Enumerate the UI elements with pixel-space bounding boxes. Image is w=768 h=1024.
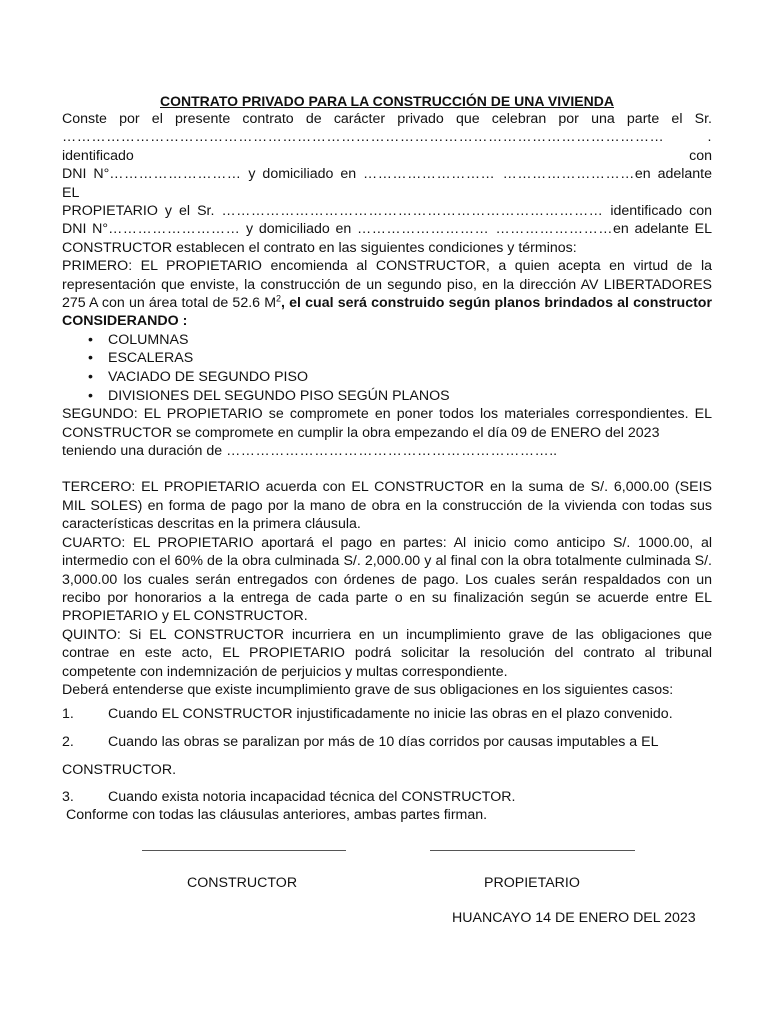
conforme-text: Conforme con todas las cláusulas anteriores, ambas partes firman.: [66, 807, 488, 824]
intro-line-3: DNI N°……………………… y domiciliado en ……………………… ………………………en adelante EL: [62, 166, 713, 201]
list-item: • ESCALERAS: [88, 349, 712, 368]
list-item: • DIVISIONES DEL SEGUNDO PISO SEGÚN PLANOS: [88, 387, 712, 406]
spacer: [62, 460, 712, 478]
list-item: • COLUMNAS: [88, 331, 712, 350]
signature-label-propietario: PROPIETARIO: [484, 875, 580, 891]
signature-label-constructor: CONSTRUCTOR: [187, 875, 298, 891]
intro-line-4: PROPIETARIO y el Sr. …………………………………………………………………… identificado con: [62, 203, 712, 220]
case-item-2: 2. Cuando las obras se paralizan por más de 10 días corridos por causas imputables a EL CONSTRUCTOR.: [62, 733, 659, 778]
clause-quinto: QUINTO: Si EL CONSTRUCTOR incurriera en un incumplimiento grave de las obligaciones que contrae en este acto, EL PROPIETARIO podrá solicitar la resolución del contrato al tribunal competente con indemnización de perjuicios y multas correspondiente.: [62, 626, 712, 680]
case-item-3: 3. Cuando exista notoria incapacidad técnica del CONSTRUCTOR.: [62, 788, 516, 805]
document-date: HUANCAYO 14 DE ENERO DEL 2023: [452, 910, 696, 926]
intro-line-5: DNI N°……………………… y domiciliado en ……………………… ……………………en adelante EL: [62, 221, 712, 238]
blank-constructor-address: ……………………… ……………………: [357, 221, 613, 238]
clause-primero: PRIMERO: EL PROPIETARIO encomienda al CONSTRUCTOR, a quien acepta en virtud de la representación que enviste, la construcción de un segundo piso, en la dirección AV LIBERTADORES 275 A con un área total de 52.6 $M^2$, el cual será construido según planos brindados al constructor CONSIDERANDO :: [62, 258, 712, 330]
signature-line-constructor: [142, 850, 346, 851]
clause-tercero: TERCERO: EL PROPIETARIO acuerda con EL CONSTRUCTOR en la suma de S/. 6,000.00 (SEIS MIL SOLES) en forma de pago por la mano de obra en la construcción de la vivienda con todas sus características descritas en la primera cláusula.: [62, 479, 712, 533]
blank-owner-address: ……………………… ………………………: [363, 166, 635, 183]
intro-line-2: …………………………………………………………………………………………………………… . identificado con: [62, 129, 712, 164]
blank-duration: …………………………………………………………: [226, 443, 550, 460]
case-item-1: 1. Cuando EL CONSTRUCTOR injustificadamente no inicie las obras en el plazo convenido.: [62, 706, 673, 723]
incumplimiento-intro: Deberá entenderse que existe incumplimiento grave de sus obligaciones en los siguientes casos:: [62, 681, 674, 698]
list-item: • VACIADO DE SEGUNDO PISO: [88, 368, 712, 387]
clause-cuarto: CUARTO: EL PROPIETARIO aportará el pago en partes: Al inicio como anticipo S/. 1000.00, al intermedio con el 60% de la obra culminada S/. 2,000.00 y al final con la obra totalmente culminada S/. 3,000.00 los cuales serán entregados con órdenes de pago. Los cuales serán respaldados con un recibo por honorarios a la entrega de cada parte o en su finalización según se acuerde entre EL PROPIETARIO y EL CONSTRUCTOR.: [62, 534, 712, 625]
clause-segundo: SEGUNDO: EL PROPIETARIO se compromete en poner todos los materiales correspondientes. EL CONSTRUCTOR se compromete en cumplir la obra empezando el día 09 de ENERO del 2023 teniendo una duración de …………………………………………………………..: [62, 406, 712, 460]
contract-document: [62, 92, 712, 825]
document-title: CONTRATO PRIVADO PARA LA CONSTRUCCIÓN DE UNA VIVIENDA: [160, 93, 614, 109]
blank-owner-dni: ………………………: [109, 166, 242, 183]
signature-line-propietario: [430, 850, 635, 851]
intro-line-1: Conste por el presente contrato de carácter privado que celebran por una parte el Sr.: [62, 111, 712, 127]
intro-line-6: CONSTRUCTOR establecen el contrato en las siguientes condiciones y términos:: [62, 239, 577, 256]
blank-constructor-dni: ………………………: [108, 221, 241, 238]
blank-constructor-name: ……………………………………………………………………: [221, 203, 604, 220]
blank-owner-name: …………………………………………………………………………………………………………… .: [62, 129, 712, 146]
considerando-list: [62, 331, 712, 405]
